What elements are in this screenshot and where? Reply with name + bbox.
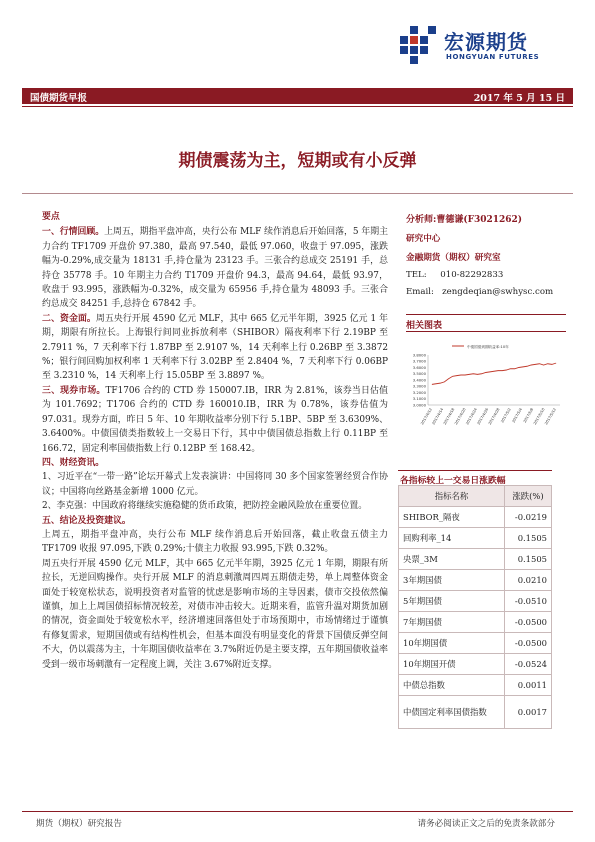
data-point xyxy=(539,364,540,365)
data-point xyxy=(436,384,437,385)
table-row: 央票_3M 0.1505 xyxy=(399,549,552,570)
summary-heading: 要点 xyxy=(42,212,60,222)
y-tick-label: 3.3000 xyxy=(412,383,426,389)
table-row: 7年期国债 -0.0500 xyxy=(399,612,552,633)
indicator-table xyxy=(398,485,552,729)
data-point xyxy=(477,374,478,375)
x-tick-label: 2017/4/12 xyxy=(420,407,433,426)
y-tick-label: 3.2000 xyxy=(412,389,426,395)
analyst-team: 金融期货（期权）研究室 xyxy=(406,253,501,263)
data-point xyxy=(506,370,507,371)
table-row: SHIBOR_隔夜 -0.0219 xyxy=(399,507,552,528)
x-tick-label: 2017/4/28 xyxy=(487,407,501,426)
data-point xyxy=(535,364,536,365)
data-point xyxy=(440,383,441,384)
y-tick-label: 3.0000 xyxy=(412,402,426,408)
footer-disclaimer: 请务必阅读正文之后的免责条款部分 xyxy=(417,819,555,829)
analyst-email: Email: zengdeqian@swhysc.com xyxy=(406,287,554,297)
header-divider xyxy=(22,106,573,107)
data-point xyxy=(490,372,491,373)
data-point xyxy=(465,375,466,376)
legend-label: 中债国债到期收益率:10年 xyxy=(467,345,509,349)
data-point xyxy=(514,369,515,370)
table-row: 中债国定利率国债指数 0.0017 xyxy=(399,696,552,729)
data-point xyxy=(523,367,524,368)
table-row: 回购利率_14 0.1505 xyxy=(399,528,552,549)
table-top-rule xyxy=(398,470,552,471)
news-item: 1、习近平在“一带一路”论坛开幕式上发表演讲：中国将同 30 多个国家签署经贸合作协议；中国将向丝路基金新增 1000 亿元。 xyxy=(42,472,388,497)
report-date: 2017 年 5 月 15 日 xyxy=(473,93,565,104)
strategy-paragraph: 上周五，期指平盘冲高，央行公布 MLF 续作消息后开始回落，截止收盘五债主力 TF1709 收报 97.095,下跌 0.29%;十债主力收报 93.995,下跌 0.32%。 xyxy=(42,529,388,555)
table-header-row xyxy=(399,486,552,507)
table-row: 10年期国开债 -0.0524 xyxy=(399,654,552,675)
yield-chart xyxy=(400,335,568,435)
y-tick-label: 3.7000 xyxy=(412,358,426,364)
page-title: 期债震荡为主，短期或有小反弹 xyxy=(178,151,417,171)
x-tick-label: 2017/5/10 xyxy=(532,407,546,426)
x-tick-label: 2017/5/8 xyxy=(522,407,535,424)
data-point xyxy=(457,375,458,376)
yield-chart-svg xyxy=(400,335,568,435)
x-tick-label: 2017/4/20 xyxy=(454,407,467,426)
strategy-paragraph: 周五央行开展 4590 亿元 MLF，其中 665 亿元半年期，3925 亿元 1 年期，期限有所拉长，无逆回购操作。央行开展 MLF 的消息刺激周四周五期债走势，单上周整体资金面处于较宽松状态，说明投资者对监管的忧虑是影响市场的主导因素，债市交投依然偏谨慎，加上上周国债招标情况较差，对债市冲击较大。近期来看，监管升温对期货加剧的情况，资金面处于较宽松水平，经济增速回落但处于市场预期中，市场情绪过于谨慎有修复需求，短期国债或有结构性机会，但基本面没有明显变化的背景下国债反弹空间不大，仍以震荡为主，十年期国债收益率在 3.7%附近仍是主要支撑，五年期国债收益率受到一级市场刺激有一定程度上调，关注 3.67%附近支撑。 xyxy=(42,558,388,670)
report-type: 国债期货早报 xyxy=(30,93,88,104)
table-row: 10年期国债 -0.0500 xyxy=(399,633,552,654)
data-point xyxy=(531,365,532,366)
x-tick-label: 2017/4/14 xyxy=(431,407,445,426)
table-header: 涨跌(%) xyxy=(505,486,552,507)
analyst-dept: 研究中心 xyxy=(406,234,441,244)
analyst-tel: TEL: 010-82292833 xyxy=(406,270,504,280)
title-divider xyxy=(22,193,573,194)
company-logo-icon xyxy=(398,22,438,66)
email-link[interactable]: zengdeqian@swhysc.com xyxy=(442,287,554,297)
data-point xyxy=(556,363,557,364)
data-point xyxy=(498,370,499,371)
footer-divider xyxy=(22,811,573,812)
data-point xyxy=(552,364,553,365)
y-tick-label: 3.4000 xyxy=(412,377,426,383)
table-row: 5年期国债 -0.0510 xyxy=(399,591,552,612)
section-news-heading: 四、财经资讯。 xyxy=(42,457,105,468)
data-point xyxy=(485,372,486,373)
table-row: 中债总指数 0.0011 xyxy=(399,675,552,696)
x-tick-label: 2017/5/2 xyxy=(500,407,512,424)
section-market-review: 一、行情回顾。上周五，期指平盘冲高，央行公布 MLF 续作消息后开始回落，5 年期主力合约 TF1709 开盘价 97.380，最高 97.540，最低 97.060，收盘于 97.095，涨跌幅为-0.29%,成交量为 18131 手,持仓量为 23123 手。三张合约总成交 25191 手，总持仓 35778 手。10 年期主力合约 T1709 开盘价 94.3，最高 94.64，最低 93.97，收盘于 93.995，涨跌幅为-0.32%，成交量为 65956 手,持仓量为 48093 手。三张合约总成交 84251 手,总持仓 67842 手。 xyxy=(42,227,389,310)
data-point xyxy=(547,364,548,365)
company-name-cn: 宏源期货 xyxy=(444,30,528,54)
x-tick-label: 2017/5/4 xyxy=(511,407,524,424)
table-row: 3年期国债 0.0210 xyxy=(399,570,552,591)
section-funding: 二、资金面。周五央行开展 4590 亿元 MLF，其中 665 亿元半年期，3925 亿元 1 年期，期限有所拉长。上海银行间同业拆放利率（SHIBOR）隔夜利率下行 2.19BP 至 2.7911 %，7 天利率下行 1.87BP 至 2.9107 %，14 天利率上行 0.26BP 至 3.3872 %；银行间回购加权利率 1 天利率下行 3.02BP 至 2.8404 %，7 天利率下行 0.06BP 至 3.2310 %，14 天利率上行 15.05BP 至 3.8897 %。 xyxy=(42,313,388,382)
data-point xyxy=(461,375,462,376)
main-body xyxy=(42,210,388,672)
y-tick-label: 3.5000 xyxy=(412,371,426,377)
table-header: 指标名称 xyxy=(399,486,505,507)
news-item: 2、李克强：中国政府将继续实施稳健的货币政策，把防控金融风险放在重要位置。 xyxy=(42,501,368,512)
y-tick-label: 3.1000 xyxy=(412,396,426,402)
section-strategy-heading: 五、结论及投资建议。 xyxy=(42,515,131,526)
data-point xyxy=(519,367,520,368)
table-title: 各指标较上一交易日涨跌幅 xyxy=(400,476,506,486)
x-tick-label: 2017/5/12 xyxy=(544,407,557,426)
related-charts-label: 相关图表 xyxy=(406,321,443,331)
data-point xyxy=(473,374,474,375)
data-point xyxy=(481,374,482,375)
data-point xyxy=(502,370,503,371)
data-point xyxy=(469,374,470,375)
data-point xyxy=(452,376,453,377)
data-point xyxy=(527,366,528,367)
y-tick-label: 3.6000 xyxy=(412,364,426,370)
x-tick-label: 2017/4/18 xyxy=(442,407,456,426)
data-point xyxy=(444,382,445,383)
data-point xyxy=(432,384,433,385)
y-tick-label: 3.8000 xyxy=(412,352,426,358)
charts-top-rule xyxy=(406,314,566,315)
data-point xyxy=(448,379,449,380)
data-point xyxy=(494,371,495,372)
analyst-name: 分析师:曹德谦(F3021262) xyxy=(406,215,523,225)
x-tick-label: 2017/4/24 xyxy=(465,407,478,426)
company-name-en: HONGYUAN FUTURES xyxy=(446,53,540,61)
analyst-info xyxy=(406,212,576,304)
charts-bottom-rule xyxy=(406,331,566,332)
footer-left: 期货（期权）研究报告 xyxy=(36,819,122,829)
series-line xyxy=(432,363,556,384)
section-spot-market: 三、现券市场。TF1706 合约的 CTD 券 150007.IB，IRR 为 2.81%，该券当日估值为 101.7692；T1706 合约的 CTD 券 160010.IB，IRR 为 0.78%，该券估值为 97.031。现券方面，昨日 5 年、10 年期收益率分别下行 5.1BP、5BP 至 3.6309%、3.6400%。中债国债类指数较上一交易日下行，其中中债国债总指数上行 0.11BP 至 166.72，固定利率国债指数上行 0.12BP 至 168.42。 xyxy=(42,385,388,454)
data-point xyxy=(510,369,511,370)
data-point xyxy=(543,365,544,366)
x-tick-label: 2017/4/26 xyxy=(476,407,490,426)
